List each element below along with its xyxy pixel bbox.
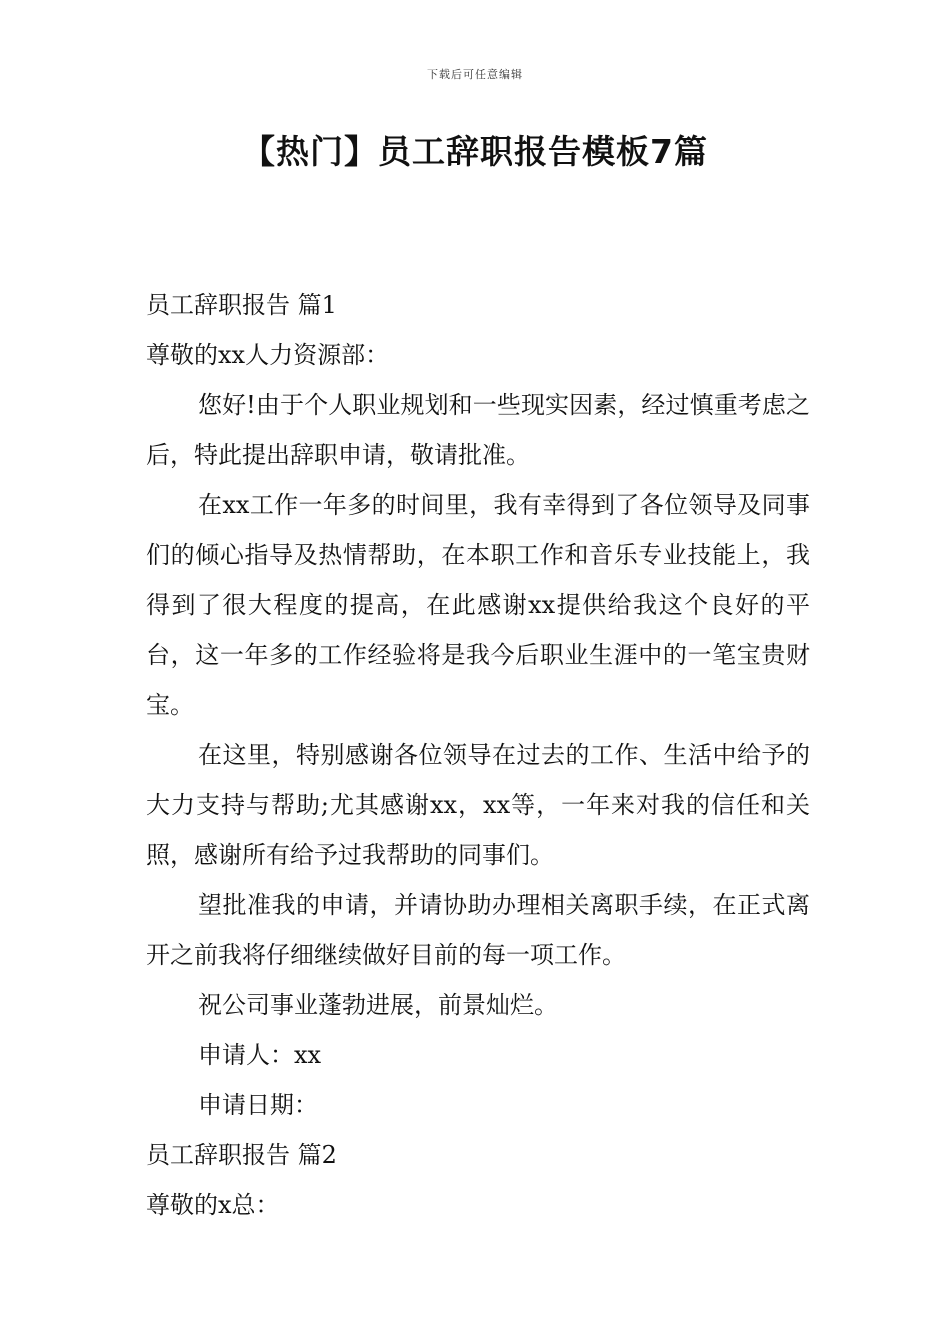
section-2-heading: 员工辞职报告 篇2: [146, 1141, 337, 1169]
section-1-closing: 祝公司事业蓬勃进展，前景灿烂。: [198, 991, 558, 1019]
section-1-salutation: 尊敬的xx人力资源部：: [146, 341, 390, 369]
section-1-paragraph-1: 您好!由于个人职业规划和一些现实因素，经过慎重考虑之后，特此提出辞职申请，敬请批准。: [146, 391, 810, 469]
section-1-paragraph-3: 在这里，特别感谢各位领导在过去的工作、生活中给予的大力支持与帮助;尤其感谢xx，xx等，一年来对我的信任和关照，感谢所有给予过我帮助的同事们。: [146, 741, 810, 869]
section-1-heading: 员工辞职报告 篇1: [146, 291, 337, 319]
document-body: [146, 280, 810, 1230]
section-1-paragraph-2: 在xx工作一年多的时间里，我有幸得到了各位领导及同事们的倾心指导及热情帮助，在本职工作和音乐专业技能上，我得到了很大程度的提高，在此感谢xx提供给我这个良好的平台，这一年多的工作经验将是我今后职业生涯中的一笔宝贵财宝。: [146, 491, 810, 719]
section-1-applicant: 申请人：xx: [198, 1041, 322, 1069]
section-1-paragraph-4: 望批准我的申请，并请协助办理相关离职手续，在正式离开之前我将仔细继续做好目前的每一项工作。: [146, 891, 810, 969]
document-title: 【热门】员工辞职报告模板7篇: [242, 132, 708, 171]
section-1-date: 申请日期：: [198, 1091, 318, 1119]
section-2-salutation: 尊敬的x总：: [146, 1191, 280, 1219]
header-note: 下载后可任意编辑: [427, 68, 523, 81]
